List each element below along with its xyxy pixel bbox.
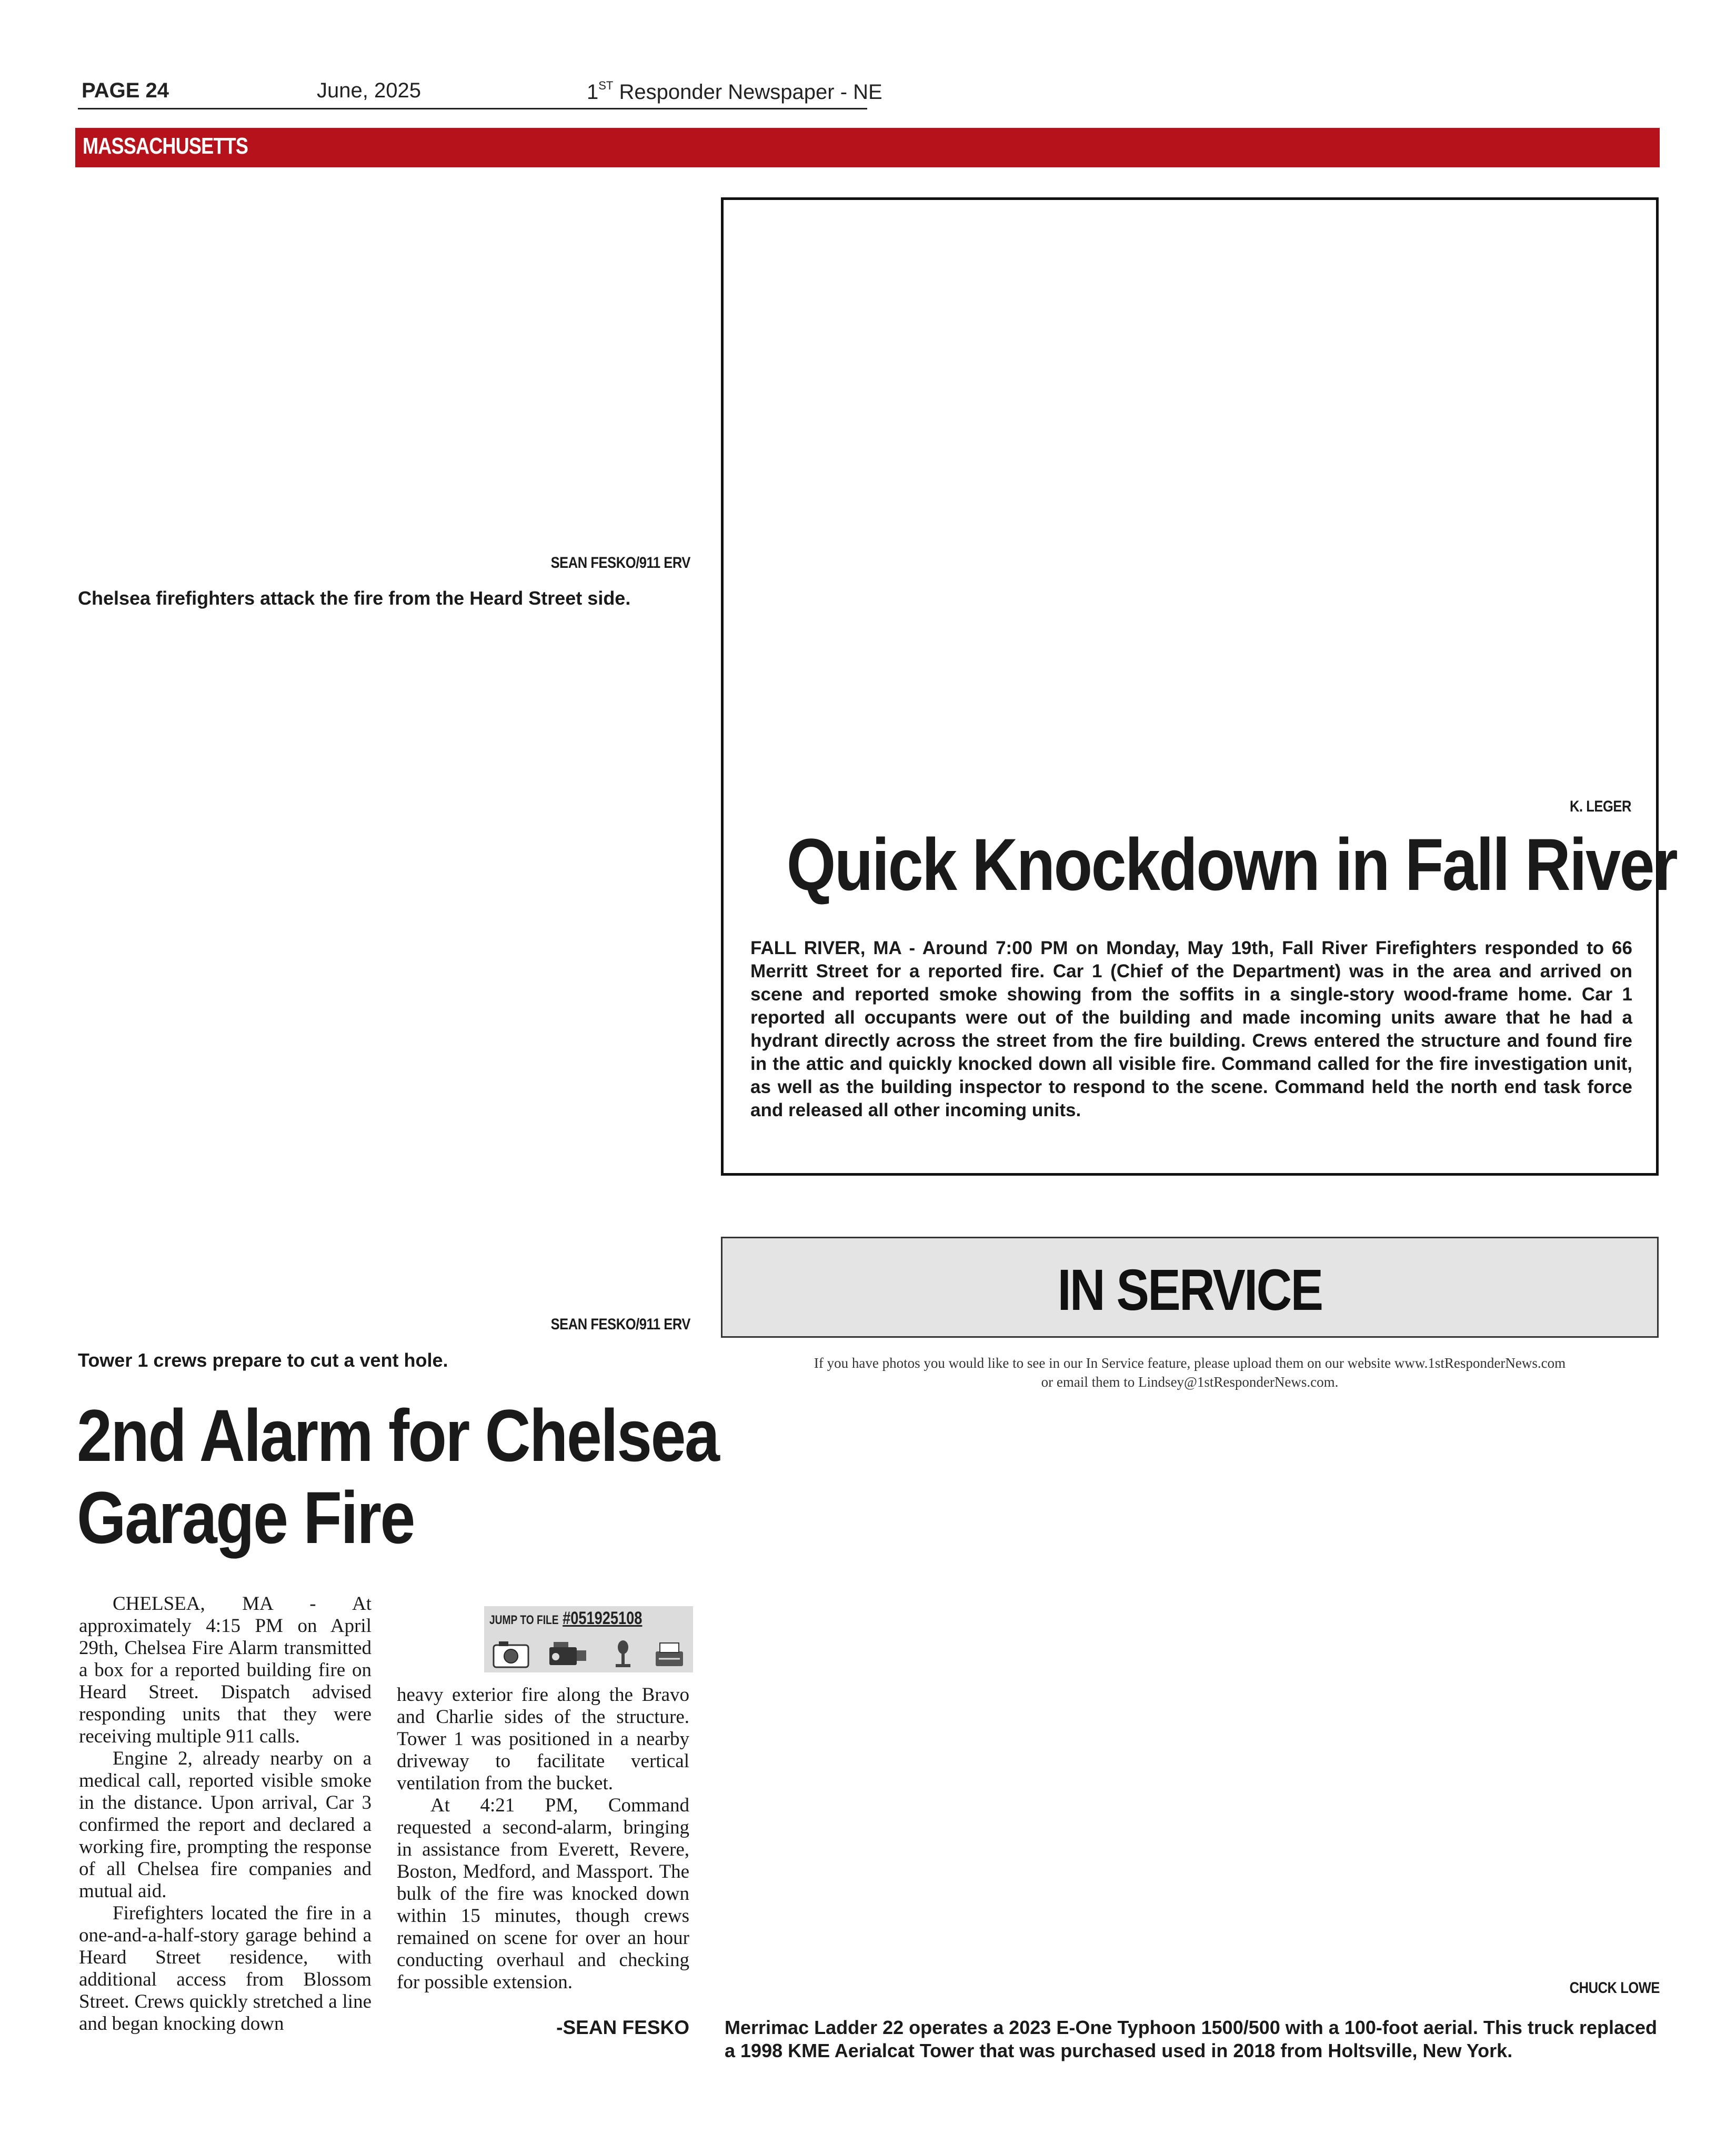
chelsea-headline-line1: 2nd Alarm for Chelsea [77,1394,719,1477]
photo1-credit: SEAN FESKO/911 ERV [550,554,690,572]
chelsea-article-col1 [79,1593,372,2035]
issue-date: June, 2025 [317,79,421,102]
jump-file-number[interactable]: #051925108 [563,1608,643,1628]
paper-ordinal: ST [598,79,614,92]
chelsea-article-col2 [397,1684,689,1993]
photo1-caption: Chelsea firefighters attack the fire from the Heard Street side. [78,587,631,609]
typewriter-icon [656,1643,683,1666]
chelsea-headline-line2: Garage Fire [77,1476,414,1559]
microphone-icon [616,1640,630,1667]
media-icons [491,1638,686,1669]
section-bar [75,128,1660,167]
paper-title: Responder Newspaper - NE [613,81,882,104]
fall-river-headline: Quick Knockdown in Fall River [786,823,1677,906]
photo2-caption: Tower 1 crews prepare to cut a vent hole. [78,1349,448,1371]
in-service-caption: Merrimac Ladder 22 operates a 2023 E-One Typhoon 1500/500 with a 100-foot aerial. This truck replaced a 1998 KME Aerialcat Tower that was purchased used in 2018 from Holtsville, New York. [725,2017,1658,2061]
newspaper-name [587,79,882,104]
in-service-photo-credit: CHUCK LOWE [1569,1979,1660,1997]
photo2-credit: SEAN FESKO/911 ERV [550,1316,690,1333]
paper-number: 1 [587,81,599,104]
jump-to-file-box[interactable] [484,1606,693,1672]
chelsea-paragraph-3-cont: heavy exterior fire along the Bravo and Charlie sides of the structure. Tower 1 was positioned in a nearby driveway to facilitate vertical ventilation from the bucket. [397,1684,689,1794]
in-service-note-line2: or email them to Lindsey@1stResponderNews.com. [1041,1374,1339,1390]
chelsea-paragraph-1: CHELSEA, MA - At approximately 4:15 PM on April 29th, Chelsea Fire Alarm transmitted a box for a reported building fire on Heard Street. Dispatch advised responding units that they were receiving multiple 911 calls. [79,1593,372,1747]
camera-icon [494,1641,528,1667]
jump-prefix: JUMP TO FILE [489,1613,559,1627]
video-camera-icon [549,1642,586,1665]
section-title: MASSACHUSETTS [83,133,248,159]
page-number: PAGE 24 [82,79,169,102]
in-service-note [721,1354,1659,1391]
jump-to-file-label[interactable] [489,1608,642,1629]
chelsea-byline: -SEAN FESKO [556,2017,689,2038]
in-service-note-line1: If you have photos you would like to see in our In Service feature, please upload them on our website www.1stResponderNews.com [814,1355,1566,1371]
chelsea-headline [77,1394,719,1559]
chelsea-paragraph-3: Firefighters located the fire in a one-and-a-half-story garage behind a Heard Street residence, with additional access from Blossom Street. Crews quickly stretched a line and began knocking down [79,1902,372,2035]
in-service-title: IN SERVICE [1057,1258,1322,1323]
fall-river-photo-credit: K. LEGER [1569,798,1631,815]
chelsea-paragraph-2: Engine 2, already nearby on a medical call, reported visible smoke in the distance. Upon arrival, Car 3 confirmed the report and declared a working fire, prompting the response of all Chelsea fire companies and mutual aid. [79,1748,372,1902]
header-rule [78,108,867,109]
fall-river-article-body: FALL RIVER, MA - Around 7:00 PM on Monday, May 19th, Fall River Firefighters responded to 66 Merritt Street for a reported fire. Car 1 (Chief of the Department) was in the area and arrived on scene and reported smoke showing from the soffits in a single-story wood-frame home. Car 1 reported all occupants were out of the building and made incoming units aware that he had a hydrant directly across the street from the fire building. Crews entered the structure and found fire in the attic and quickly knocked down all visible fire. Command called for the fire investigation unit, as well as the building inspector to respond to the scene. Command held the north end task force and released all other incoming units. [750,938,1632,1120]
in-service-banner [721,1237,1659,1338]
chelsea-paragraph-4: At 4:21 PM, Command requested a second-alarm, bringing in assistance from Everett, Revere, Boston, Medford, and Massport. The bulk of the fire was knocked down within 15 minutes, though crews remained on scene for over an hour conducting overhaul and checking for possible extension. [397,1795,689,1993]
